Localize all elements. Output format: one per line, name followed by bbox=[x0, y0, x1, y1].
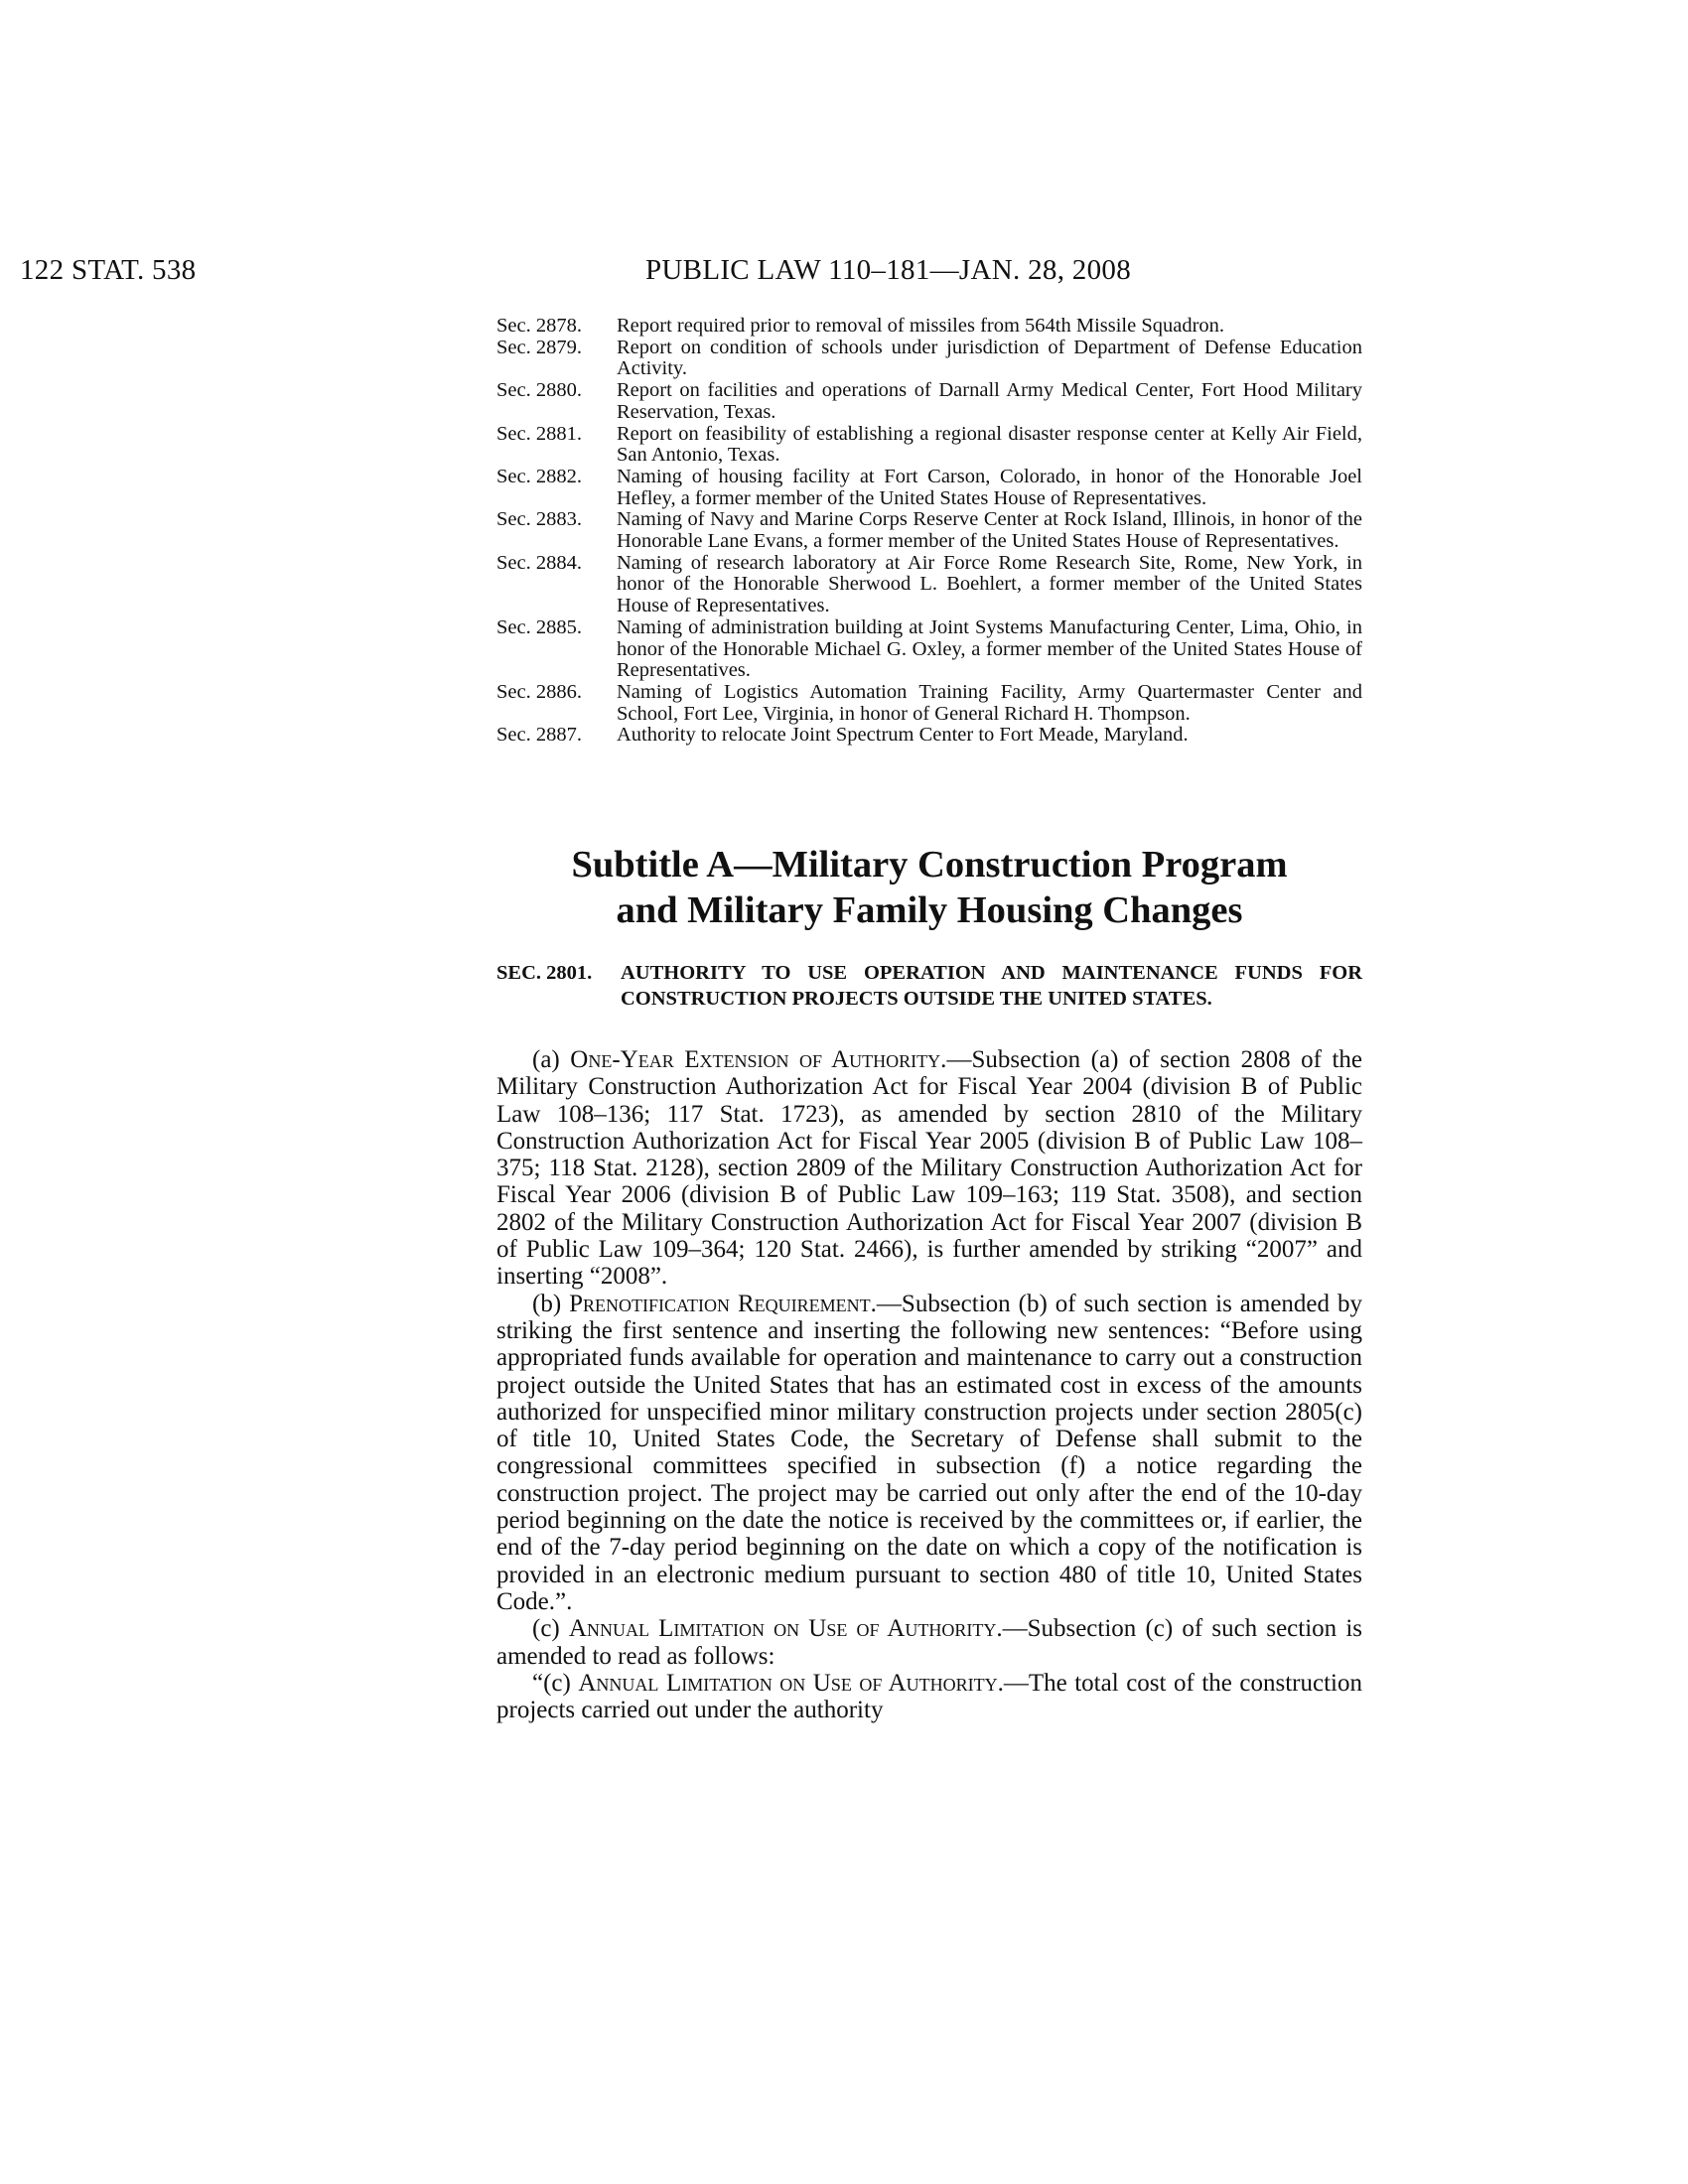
section-title: AUTHORITY TO USE OPERATION AND MAINTENANCE FUNDS FOR CONSTRUCTION PROJECTS OUTSIDE THE UNITED STATES. bbox=[621, 962, 1362, 1010]
toc-section-title: Report required prior to removal of missiles from 564th Missile Squadron. bbox=[617, 315, 1225, 337]
toc-section-title: Naming of administration building at Joint Systems Manufacturing Center, Lima, Ohio, in honor of the Honorable Michael G. Oxley, a former member of the United States House of Representatives. bbox=[617, 615, 1362, 682]
subtitle-line-2: and Military Family Housing Changes bbox=[616, 889, 1243, 931]
toc-entry bbox=[496, 617, 1362, 682]
paragraph-c bbox=[496, 1615, 1362, 1670]
toc-section-number: Sec. 2887. bbox=[496, 724, 582, 747]
section-number: SEC. 2801. bbox=[496, 962, 593, 984]
subtitle-heading bbox=[496, 842, 1362, 933]
paragraph-caption: Annual Limitation on Use of Authority. bbox=[578, 1669, 1004, 1697]
toc-entry bbox=[496, 509, 1362, 552]
section-heading bbox=[496, 961, 1362, 1012]
toc-section-number: Sec. 2880. bbox=[496, 379, 582, 402]
toc-section-number: Sec. 2878. bbox=[496, 315, 582, 337]
toc-section-number: Sec. 2881. bbox=[496, 422, 582, 445]
paragraph-a bbox=[496, 1046, 1362, 1291]
toc-section-number: Sec. 2879. bbox=[496, 336, 582, 358]
paragraph-lead: (b) bbox=[532, 1290, 570, 1317]
paragraph-text: —Subsection (a) of section 2808 of the Military Construction Authorization Act for Fiscal Year 2004 (division B of Public Law 108–136; 117 Stat. 1723), as amended by section 2810 of the Military Construction Authorization Act for Fiscal Year 2005 (division B of Public Law 108–375; 118 Stat. 2128), section 2809 of the Military Construction Authorization Act for Fiscal Year 2006 (division B of Public Law 109–163; 119 Stat. 3508), and section 2802 of the Military Construction Authorization Act for Fiscal Year 2007 (division B of Public Law 109–364; 120 Stat. 2466), is further amended by striking “2007” and inserting “2008”. bbox=[496, 1046, 1362, 1291]
paragraph-text: —Subsection (c) of such section is amended to read as follows: bbox=[496, 1615, 1362, 1670]
toc-section-title: Naming of research laboratory at Air Force Rome Research Site, Rome, New York, in honor of the Honorable Sherwood L. Boehlert, a former member of the United States House of Representatives. bbox=[617, 551, 1362, 617]
table-of-contents bbox=[496, 316, 1362, 747]
paragraph-b bbox=[496, 1291, 1362, 1616]
section-body bbox=[496, 1046, 1362, 1723]
toc-section-number: Sec. 2884. bbox=[496, 551, 582, 574]
toc-entry bbox=[496, 725, 1362, 747]
toc-section-title: Naming of housing facility at Fort Carson, Colorado, in honor of the Honorable Joel Hefley, a former member of the United States House of Representatives. bbox=[617, 465, 1362, 509]
public-law-title: PUBLIC LAW 110–181—JAN. 28, 2008 bbox=[645, 254, 1132, 286]
toc-entry bbox=[496, 380, 1362, 423]
toc-entry bbox=[496, 467, 1362, 509]
toc-entry bbox=[496, 424, 1362, 467]
toc-entry bbox=[496, 338, 1362, 380]
stat-page-number: 122 STAT. 538 bbox=[20, 254, 197, 286]
toc-section-number: Sec. 2882. bbox=[496, 465, 582, 487]
subtitle-line-1: Subtitle A—Military Construction Program bbox=[571, 844, 1288, 886]
running-header bbox=[20, 250, 1370, 290]
paragraph-lead: (c) bbox=[532, 1615, 569, 1643]
paragraph-quoted-c bbox=[496, 1670, 1362, 1724]
paragraph-lead: “(c) bbox=[532, 1669, 579, 1697]
toc-section-number: Sec. 2885. bbox=[496, 615, 582, 638]
toc-section-title: Report on feasibility of establishing a regional disaster response center at Kelly Air Field, San Antonio, Texas. bbox=[617, 422, 1362, 467]
toc-section-title: Naming of Logistics Automation Training Facility, Army Quartermaster Center and School, Fort Lee, Virginia, in honor of General Richard H. Thompson. bbox=[617, 680, 1362, 725]
toc-section-title: Authority to relocate Joint Spectrum Center to Fort Meade, Maryland. bbox=[617, 724, 1189, 747]
toc-section-title: Report on facilities and operations of Darnall Army Medical Center, Fort Hood Military Reservation, Texas. bbox=[617, 379, 1362, 423]
toc-section-title: Report on condition of schools under jurisdiction of Department of Defense Education Activity. bbox=[617, 336, 1362, 380]
paragraph-lead: (a) bbox=[532, 1046, 571, 1073]
paragraph-caption: Annual Limitation on Use of Authority. bbox=[568, 1615, 1003, 1643]
toc-section-title: Naming of Navy and Marine Corps Reserve Center at Rock Island, Illinois, in honor of the Honorable Lane Evans, a former member of the United States House of Representatives. bbox=[617, 508, 1362, 553]
toc-entry bbox=[496, 553, 1362, 617]
toc-entry bbox=[496, 682, 1362, 725]
paragraph-caption: One-Year Extension of Authority. bbox=[570, 1046, 947, 1073]
paragraph-caption: Prenotification Requirement. bbox=[569, 1290, 877, 1317]
paragraph-text: —The total cost of the construction projects carried out under the authority bbox=[496, 1669, 1362, 1724]
toc-section-number: Sec. 2883. bbox=[496, 508, 582, 531]
paragraph-text: —Subsection (b) of such section is amended by striking the first sentence and inserting the following new sentences: “Before using appropriated funds available for operation and maintenance to carry out a construction project outside the United States that has an estimated cost in excess of the amounts authorized for unspecified minor military construction projects under section 2805(c) of title 10, United States Code, the Secretary of Defense shall submit to the congressional committees specified in subsection (f) a notice regarding the construction project. The project may be carried out only after the end of the 10-day period beginning on the date the notice is received by the committees or, if earlier, the end of the 7-day period beginning on the date on which a copy of the notification is provided in an electronic medium pursuant to section 480 of title 10, United States Code.”. bbox=[496, 1290, 1362, 1615]
toc-section-number: Sec. 2886. bbox=[496, 680, 582, 703]
toc-entry bbox=[496, 316, 1362, 338]
